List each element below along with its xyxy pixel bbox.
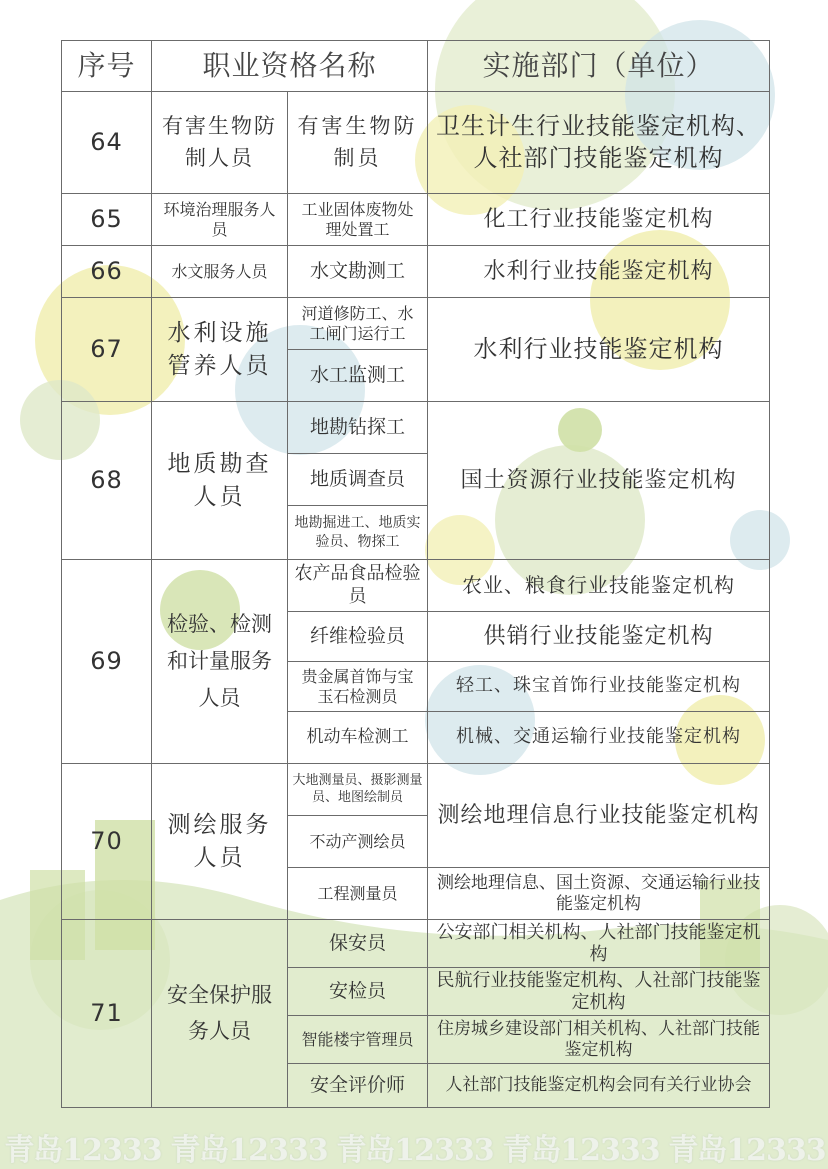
job-cell: 纤维检验员 — [288, 612, 428, 662]
header-no: 序号 — [62, 41, 152, 92]
table-row — [62, 920, 770, 968]
table-row — [62, 92, 770, 194]
row-number: 69 — [62, 560, 152, 764]
row-number: 67 — [62, 298, 152, 402]
table-header-row — [62, 41, 770, 92]
watermark-text: 青岛12333 — [4, 1133, 162, 1168]
watermark-text: 青岛12333 — [170, 1133, 328, 1168]
watermark-strip — [0, 1125, 828, 1169]
row-number: 65 — [62, 194, 152, 246]
category-cell: 测绘服务人员 — [152, 764, 288, 920]
job-cell: 机动车检测工 — [288, 712, 428, 764]
department-cell: 测绘地理信息、国土资源、交通运输行业技能鉴定机构 — [428, 868, 770, 920]
department-cell: 农业、粮食行业技能鉴定机构 — [428, 560, 770, 612]
row-number: 66 — [62, 246, 152, 298]
department-cell: 化工行业技能鉴定机构 — [428, 194, 770, 246]
watermark-text: 青岛12333 — [668, 1133, 826, 1168]
qualification-table — [61, 40, 770, 1108]
department-cell: 轻工、珠宝首饰行业技能鉴定机构 — [428, 662, 770, 712]
category-cell: 安全保护服务人员 — [152, 920, 288, 1108]
category-cell: 环境治理服务人员 — [152, 194, 288, 246]
department-cell: 人社部门技能鉴定机构会同有关行业协会 — [428, 1064, 770, 1108]
job-cell: 地勘掘进工、地质实验员、物探工 — [288, 506, 428, 560]
header-qualification: 职业资格名称 — [152, 41, 428, 92]
job-cell: 不动产测绘员 — [288, 816, 428, 868]
department-cell: 机械、交通运输行业技能鉴定机构 — [428, 712, 770, 764]
category-cell: 有害生物防制人员 — [152, 92, 288, 194]
category-cell: 水利设施管养人员 — [152, 298, 288, 402]
table-row — [62, 764, 770, 816]
job-cell: 地质调查员 — [288, 454, 428, 506]
header-department: 实施部门（单位） — [428, 41, 770, 92]
job-cell: 农产品食品检验员 — [288, 560, 428, 612]
watermark-text: 青岛12333 — [336, 1133, 494, 1168]
job-cell: 智能楼宇管理员 — [288, 1016, 428, 1064]
job-cell: 保安员 — [288, 920, 428, 968]
department-cell: 供销行业技能鉴定机构 — [428, 612, 770, 662]
department-cell: 民航行业技能鉴定机构、人社部门技能鉴定机构 — [428, 968, 770, 1016]
watermark-text: 青岛12333 — [502, 1133, 660, 1168]
job-cell: 有害生物防制员 — [288, 92, 428, 194]
job-cell: 安检员 — [288, 968, 428, 1016]
job-cell: 水工监测工 — [288, 350, 428, 402]
category-cell: 水文服务人员 — [152, 246, 288, 298]
row-number: 64 — [62, 92, 152, 194]
job-cell: 大地测量员、摄影测量员、地图绘制员 — [288, 764, 428, 816]
job-cell: 地勘钻探工 — [288, 402, 428, 454]
department-cell: 住房城乡建设部门相关机构、人社部门技能鉴定机构 — [428, 1016, 770, 1064]
table-row — [62, 560, 770, 612]
department-cell: 公安部门相关机构、人社部门技能鉴定机构 — [428, 920, 770, 968]
job-cell: 工业固体废物处理处置工 — [288, 194, 428, 246]
row-number: 68 — [62, 402, 152, 560]
department-cell: 国土资源行业技能鉴定机构 — [428, 402, 770, 560]
job-cell: 贵金属首饰与宝玉石检测员 — [288, 662, 428, 712]
job-cell: 河道修防工、水工闸门运行工 — [288, 298, 428, 350]
table-row — [62, 246, 770, 298]
job-cell: 水文勘测工 — [288, 246, 428, 298]
department-cell: 水利行业技能鉴定机构 — [428, 246, 770, 298]
department-cell: 水利行业技能鉴定机构 — [428, 298, 770, 402]
table-row — [62, 298, 770, 350]
category-cell: 地质勘查人员 — [152, 402, 288, 560]
job-cell: 工程测量员 — [288, 868, 428, 920]
row-number: 70 — [62, 764, 152, 920]
table-row — [62, 402, 770, 454]
department-cell: 卫生计生行业技能鉴定机构、人社部门技能鉴定机构 — [428, 92, 770, 194]
job-cell: 安全评价师 — [288, 1064, 428, 1108]
row-number: 71 — [62, 920, 152, 1108]
category-cell: 检验、检测和计量服务人员 — [152, 560, 288, 764]
table-row — [62, 194, 770, 246]
department-cell: 测绘地理信息行业技能鉴定机构 — [428, 764, 770, 868]
